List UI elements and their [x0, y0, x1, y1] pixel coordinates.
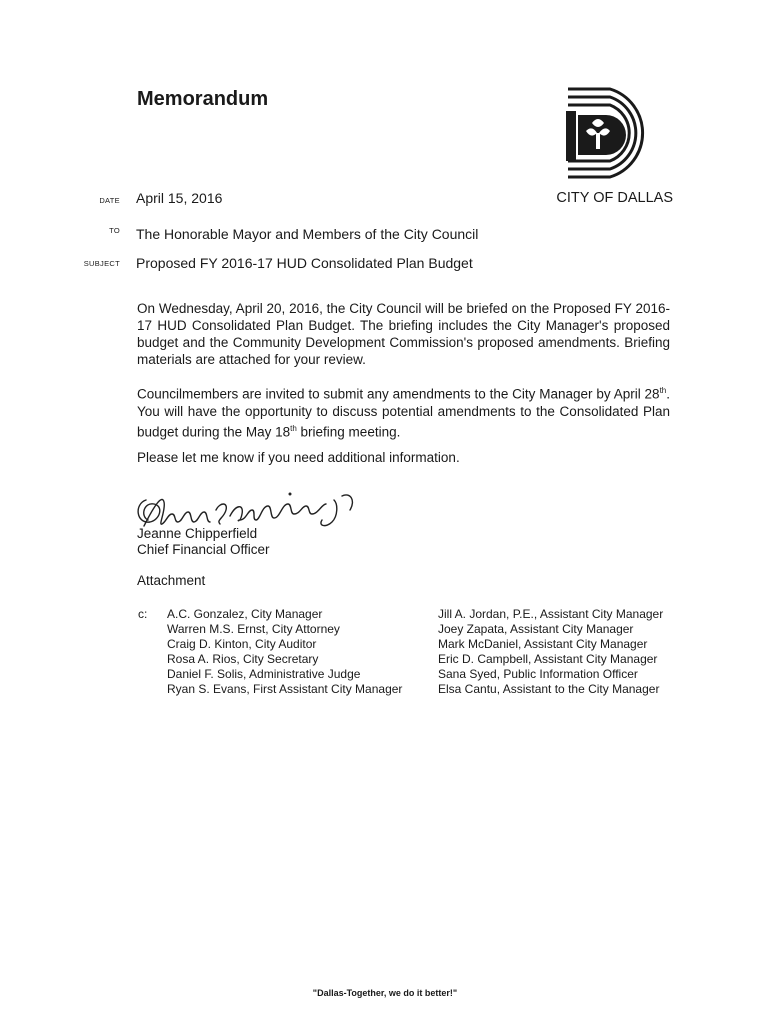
to-value: The Honorable Mayor and Members of the City Council: [136, 226, 479, 242]
date-value: April 15, 2016: [136, 190, 223, 206]
city-name: CITY OF DALLAS: [556, 190, 673, 206]
cc-recipient: A.C. Gonzalez, City Manager: [167, 607, 323, 621]
to-label: TO: [109, 226, 120, 235]
body-paragraph-3: Please let me know if you need additional information.: [137, 450, 460, 465]
cc-recipient: Joey Zapata, Assistant City Manager: [438, 622, 634, 636]
cc-list-left: [167, 607, 402, 697]
cc-recipient: Sana Syed, Public Information Officer: [438, 667, 638, 681]
cc-recipient: Eric D. Campbell, Assistant City Manager: [438, 652, 658, 666]
cc-recipient: Jill A. Jordan, P.E., Assistant City Manager: [438, 607, 664, 621]
cc-recipient: Craig D. Kinton, City Auditor: [167, 637, 317, 651]
signatory-title: Chief Financial Officer: [137, 542, 270, 557]
cc-recipient: Daniel F. Solis, Administrative Judge: [167, 667, 361, 681]
cc-list-right: [438, 607, 663, 697]
cc-recipient: Rosa A. Rios, City Secretary: [167, 652, 319, 666]
subject-label: SUBJECT: [83, 259, 120, 268]
footer-slogan: "Dallas-Together, we do it better!": [312, 988, 458, 998]
cc-recipient: Warren M.S. Ernst, City Attorney: [167, 622, 340, 636]
signatory-name: Jeanne Chipperfield: [137, 526, 258, 541]
city-of-dallas-logo-icon: [566, 85, 660, 181]
subject-value: Proposed FY 2016-17 HUD Consolidated Plan Budget: [136, 255, 473, 271]
body-paragraph-2: Councilmembers are invited to submit any amendments to the City Manager by April 28th. You will have the opportunity to discuss potential amendments to the Consolidated Plan budget during the May 18th briefing meeting.: [137, 386, 670, 439]
cc-recipient: Ryan S. Evans, First Assistant City Manager: [167, 682, 403, 696]
cc-recipient: Elsa Cantu, Assistant to the City Manager: [438, 682, 660, 696]
cc-recipient: Mark McDaniel, Assistant City Manager: [438, 637, 648, 651]
cc-label: c:: [138, 607, 148, 621]
attachment-label: Attachment: [137, 573, 206, 588]
memo-title: Memorandum: [137, 88, 269, 110]
date-label: DATE: [99, 196, 120, 205]
body-paragraph-1: On Wednesday, April 20, 2016, the City Council will be briefed on the Proposed FY 2016-17 HUD Consolidated Plan Budget. The briefing includes the City Manager's proposed budget and the Community Development Commission's proposed amendments. Briefing materials are attached for your review.: [137, 301, 670, 367]
